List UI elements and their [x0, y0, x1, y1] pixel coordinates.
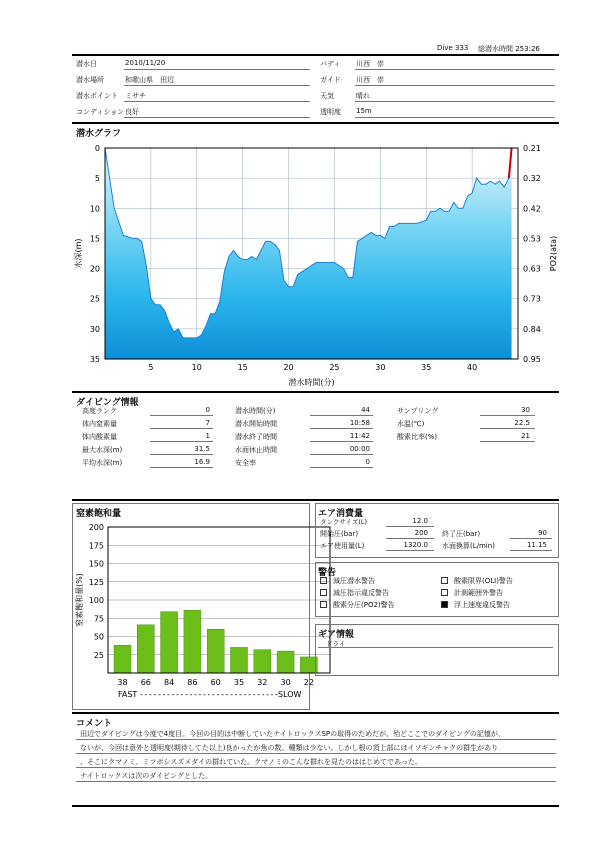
warnings-title: 警告 — [318, 568, 337, 578]
diving-info-value: 21 — [521, 432, 530, 440]
diving-info-label: 水面休止時間 — [235, 446, 277, 454]
time-tick-label: 30 — [375, 363, 386, 372]
diving-info-value: 22.5 — [514, 419, 530, 427]
nitrogen-category-label: 66 — [140, 678, 151, 687]
diving-info-value: 7 — [205, 419, 210, 427]
comment-rule — [76, 767, 556, 768]
nitrogen-category-label: 86 — [187, 678, 198, 687]
warning-checkbox — [320, 589, 327, 596]
warning-label: 酸素分圧(PO2)警告 — [333, 601, 395, 609]
warning-item — [320, 576, 375, 586]
time-tick-label: 20 — [283, 363, 294, 372]
nitrogen-category-label: 30 — [280, 678, 291, 687]
nitrogen-tick-label: 25 — [93, 650, 104, 660]
warning-item — [441, 588, 503, 598]
warning-checkbox — [441, 589, 448, 596]
warning-item — [320, 600, 395, 610]
warning-checkbox — [320, 577, 327, 584]
diving-info-value: 1 — [205, 432, 210, 440]
diving-info-label: 高度ランク — [82, 407, 117, 415]
buddy-name: 川西 崇 — [356, 60, 384, 68]
warning-item — [441, 600, 510, 610]
guide-name: 川西 崇 — [356, 76, 384, 84]
nitrogen-bar — [184, 610, 201, 673]
comment-line: ナイトロックスは次のダイビングとした。 — [80, 772, 213, 780]
diving-info-rule — [480, 415, 535, 416]
depth-tick-label: 10 — [89, 204, 100, 214]
nitrogen-bar — [114, 645, 131, 673]
depth-tick-label: 20 — [89, 264, 100, 274]
diving-info-value: 30 — [521, 406, 530, 414]
nitrogen-category-label: 38 — [117, 678, 128, 687]
po2-tick-label: 0.73 — [523, 294, 541, 304]
nitrogen-bar — [277, 651, 294, 673]
diving-info-label: 最大水深(m) — [82, 446, 123, 454]
diving-info-value: 44 — [361, 406, 370, 414]
tank-label: タンクサイズ(L) — [320, 518, 368, 526]
diving-info-value: 00:00 — [349, 445, 370, 453]
nitrogen-bar — [207, 629, 224, 673]
comment-line: 田辺でダイビングは今度で4度目。今回の目的は中断していたナイトロックスSPの取得のためだが、殆どここでのダイビングの記憶が、 — [80, 730, 505, 738]
warning-item — [320, 588, 389, 598]
diving-info-label: 潜水開始時間 — [235, 420, 277, 428]
diving-info-value: 0 — [205, 406, 210, 414]
time-tick-label: 35 — [421, 363, 432, 372]
po2-tick-label: 0.42 — [523, 204, 541, 214]
dive-place: 和歌山県 田辺 — [125, 76, 174, 84]
diving-info-rule — [480, 441, 535, 442]
diving-info-rule — [310, 454, 373, 455]
nitrogen-tick-label: 75 — [93, 614, 104, 624]
nitrogen-tick-label: 50 — [93, 632, 104, 642]
nitrogen-tick-label: 125 — [88, 577, 104, 587]
po2-tick-label: 0.21 — [523, 144, 541, 153]
nitrogen-category-label: 60 — [210, 678, 221, 687]
dive-point: ミサチ — [125, 92, 146, 100]
nitrogen-bar — [137, 625, 154, 673]
po2-axis-label: PO2(ata) — [549, 235, 558, 272]
end-pressure-label: 終了圧(bar) — [442, 530, 481, 538]
dive-date: 2010/11/20 — [125, 59, 166, 67]
total-dive-time: 総潜水時間 253:26 — [478, 45, 540, 53]
dive-graph-title: 潜水グラフ — [76, 129, 122, 139]
depth-tick-label: 15 — [89, 234, 100, 244]
comment-title: コメント — [76, 719, 113, 729]
time-tick-label: 25 — [329, 363, 340, 372]
diving-info-label: 酸素比率(%) — [397, 433, 438, 441]
diving-info-value: 10:58 — [349, 419, 370, 427]
diving-info-label: 安全率 — [235, 459, 256, 467]
diving-info-rule — [310, 415, 373, 416]
start-pressure-value: 200 — [414, 529, 428, 537]
nitrogen-category-label: 35 — [233, 678, 245, 687]
diving-info-rule — [310, 467, 373, 468]
po2-tick-label: 0.32 — [523, 174, 541, 184]
diving-info-value: 0 — [365, 458, 370, 466]
warning-label: 浮上速度違反警告 — [454, 601, 510, 609]
buddy-label: バディ — [320, 60, 341, 68]
time-tick-label: 5 — [148, 363, 154, 372]
nitrogen-category-label: 22 — [303, 678, 314, 687]
comment-line: ないが、今回は意外と透明度(期待してた以上)良かったが魚の数、種類は少ない。しかし根の頂上部にはイソギンチャクの群生があり — [80, 744, 499, 752]
time-tick-label: 40 — [467, 363, 478, 372]
depth-tick-label: 35 — [89, 355, 100, 364]
warning-checkbox — [441, 577, 448, 584]
gear-title: ギア情報 — [318, 630, 355, 640]
air-used-value: 1320.0 — [403, 541, 428, 549]
diving-info-rule — [150, 441, 213, 442]
comment-rule — [76, 753, 556, 754]
weather-label: 天気 — [320, 92, 334, 100]
diving-info-rule — [310, 441, 373, 442]
surface-rate-label: 水面換算(L/min) — [442, 542, 495, 550]
dive-profile-chart — [72, 138, 559, 390]
depth-tick-label: 5 — [94, 174, 100, 184]
po2-tick-label: 0.84 — [523, 324, 541, 334]
po2-tick-label: 0.95 — [523, 355, 541, 364]
comment-line: 、そこにクマノミ、ミツボシスズメダイの群れていた。クマノミのこんな群れを見たのははじめてであった。 — [80, 758, 422, 766]
point-label: 潜水ポイント — [76, 92, 118, 100]
diving-info-label: 体内窒素量 — [82, 420, 117, 428]
diving-info-label: サンプリング — [397, 407, 439, 415]
warning-label: 減圧指示違反警告 — [333, 589, 389, 597]
header-rule — [72, 54, 559, 56]
air-title: エア消費量 — [318, 509, 364, 519]
warning-checkbox — [320, 601, 327, 608]
time-tick-label: 15 — [237, 363, 248, 372]
guide-label: ガイド — [320, 76, 341, 84]
depth-tick-label: 25 — [89, 294, 100, 304]
time-axis-label: 潜水時間(分) — [288, 378, 335, 387]
comment-rule — [76, 781, 556, 782]
diving-info-value: 16.9 — [194, 458, 210, 466]
diving-info-label: 水温(℃) — [397, 420, 425, 428]
diving-info-rule — [310, 428, 373, 429]
depth-area — [105, 148, 512, 359]
nitrogen-chart — [72, 520, 314, 708]
diving-info-rule — [150, 415, 213, 416]
warning-label: 酸素限界(OLI)警告 — [454, 577, 513, 585]
fast-label: FAST — [118, 690, 138, 699]
diving-info-rule — [480, 428, 535, 429]
start-pressure-label: 開始圧(bar) — [320, 530, 359, 538]
nitrogen-bar — [254, 650, 271, 673]
visibility-label: 透明度 — [320, 108, 341, 116]
diving-info-label: 平均水深(m) — [82, 459, 123, 467]
visibility-value: 15m — [356, 107, 372, 115]
po2-tick-label: 0.53 — [523, 234, 541, 244]
nitrogen-bar — [231, 647, 248, 673]
diving-info-value: 11:42 — [349, 432, 370, 440]
fast-slow-dashes: ------------------------------- — [140, 690, 278, 699]
dive-number: Dive 333 — [437, 44, 469, 52]
nitrogen-title: 窒素飽和量 — [76, 509, 122, 519]
date-label: 潜水日 — [76, 60, 97, 68]
diving-info-rule — [150, 428, 213, 429]
diving-info-label: 潜水時間(分) — [235, 407, 276, 415]
diving-info-label: 体内酸素量 — [82, 433, 117, 441]
depth-tick-label: 0 — [94, 144, 100, 153]
warning-label: 計測範囲外警告 — [454, 589, 503, 597]
diving-info-value: 31.5 — [194, 445, 210, 453]
warning-item — [441, 576, 513, 586]
time-tick-label: 10 — [191, 363, 202, 372]
weather-value: 晴れ — [356, 92, 370, 100]
diving-info-label: 潜水終了時間 — [235, 433, 277, 441]
nitrogen-category-label: 32 — [257, 678, 268, 687]
nitrogen-bar — [161, 612, 178, 673]
nitrogen-tick-label: 100 — [88, 596, 104, 605]
diving-info-rule — [150, 454, 213, 455]
depth-tick-label: 30 — [89, 324, 100, 334]
nitrogen-tick-label: 150 — [88, 559, 104, 569]
nitrogen-category-label: 84 — [164, 678, 175, 687]
nitrogen-axis-label: 窒素飽和量(%) — [75, 573, 84, 627]
nitrogen-tick-label: 175 — [88, 541, 104, 551]
condition-label: コンディション — [76, 108, 125, 116]
po2-tick-label: 0.63 — [523, 264, 541, 274]
warning-label: 減圧潜水警告 — [333, 577, 375, 585]
warning-checkbox — [441, 601, 448, 608]
place-label: 潜水場所 — [76, 76, 104, 84]
surface-rate-value: 11.15 — [526, 541, 547, 549]
nitrogen-tick-label: 200 — [88, 523, 104, 532]
end-pressure-value: 90 — [538, 529, 547, 537]
tank-value: 12.0 — [412, 517, 428, 525]
condition-value: 良好 — [125, 108, 139, 116]
comment-rule — [76, 739, 556, 740]
gear-text: ドライ — [326, 640, 346, 648]
depth-axis-label: 水深(m) — [74, 238, 83, 269]
diving-info-title: ダイビング情報 — [76, 398, 139, 408]
air-used-label: エア使用量(L) — [320, 542, 365, 550]
slow-label: SLOW — [278, 690, 302, 699]
diving-info-rule — [150, 467, 213, 468]
